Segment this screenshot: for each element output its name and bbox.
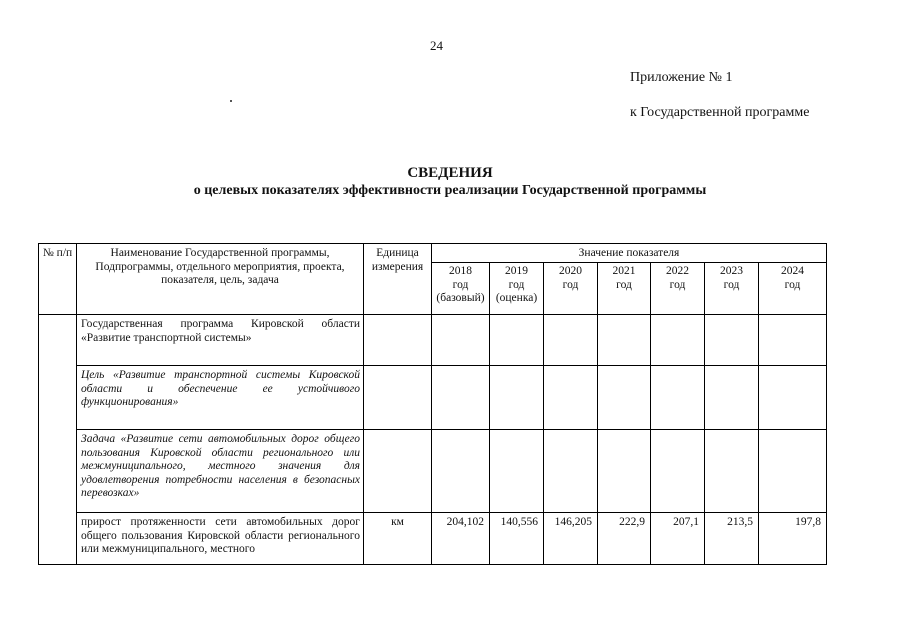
year-label: 2021 (612, 265, 636, 277)
row-unit (364, 315, 432, 366)
year-unit: год (669, 278, 686, 291)
value-cell (598, 430, 651, 513)
value-cell: 213,5 (705, 513, 759, 565)
value-cell (544, 430, 598, 513)
year-unit: год (723, 278, 740, 291)
table-row (39, 315, 827, 366)
value-cell (490, 366, 544, 430)
header-no: № п/п (39, 244, 77, 315)
year-header-2021 (598, 263, 651, 315)
value-cell (598, 366, 651, 430)
header-row-1 (39, 244, 827, 263)
value-cell: 207,1 (651, 513, 705, 565)
value-cell (651, 366, 705, 430)
year-label: 2023 (720, 265, 743, 277)
header-value: Значение показателя (432, 244, 827, 263)
value-cell (490, 315, 544, 366)
value-cell (651, 430, 705, 513)
row-unit (364, 366, 432, 430)
year-unit: год (562, 278, 579, 291)
document-heading (140, 164, 760, 200)
year-label: 2019 (505, 265, 528, 277)
value-cell: 204,102 (432, 513, 490, 565)
annex-title: Приложение № 1 (630, 70, 733, 85)
value-cell (544, 366, 598, 430)
year-unit: год (508, 278, 525, 291)
row-unit (364, 430, 432, 513)
year-header-2023 (705, 263, 759, 315)
value-cell (598, 315, 651, 366)
page-number: 24 (430, 38, 443, 53)
year-header-2020 (544, 263, 598, 315)
year-label: 2018 (449, 265, 472, 277)
row-number-cell (39, 315, 77, 565)
year-header-2024 (759, 263, 827, 315)
value-cell (490, 430, 544, 513)
table-row (39, 430, 827, 513)
header-name: Наименование Государственной программы, Подпрограммы, отдельного мероприятия, проекта, показателя, цель, задача (77, 244, 364, 315)
row-name-program: Государственная программа Кировской области «Развитие транспортной системы» (77, 315, 364, 366)
scan-speck (230, 100, 232, 102)
value-cell (432, 315, 490, 366)
year-header-2022 (651, 263, 705, 315)
value-cell (705, 366, 759, 430)
header-unit: Единица измерения (364, 244, 432, 315)
row-unit: км (364, 513, 432, 565)
year-label: 2022 (666, 265, 689, 277)
year-note: (базовый) (436, 292, 485, 304)
indicators-table (38, 243, 827, 565)
year-unit: год (452, 278, 469, 291)
year-header-2018 (432, 263, 490, 315)
value-cell: 197,8 (759, 513, 827, 565)
value-cell (759, 315, 827, 366)
table-row (39, 513, 827, 565)
value-cell: 146,205 (544, 513, 598, 565)
value-cell: 140,556 (490, 513, 544, 565)
heading-sub: о целевых показателях эффективности реализации Государственной программы (193, 183, 707, 198)
year-unit: год (784, 278, 801, 291)
year-header-2019 (490, 263, 544, 315)
year-label: 2024 (781, 265, 804, 277)
heading-main: СВЕДЕНИЯ (407, 165, 493, 181)
value-cell (759, 430, 827, 513)
value-cell (432, 366, 490, 430)
value-cell (544, 315, 598, 366)
value-cell: 222,9 (598, 513, 651, 565)
value-cell (651, 315, 705, 366)
value-cell (705, 315, 759, 366)
table-row (39, 366, 827, 430)
value-cell (759, 366, 827, 430)
row-name-indicator: прирост протяженности сети автомобильных дорог общего пользования Кировской области регионального или межмуниципального, местного (77, 513, 364, 565)
value-cell (705, 430, 759, 513)
row-name-goal: Цель «Развитие транспортной системы Кировской области и обеспечение ее устойчивого функционирования» (77, 366, 364, 430)
annex-subtitle: к Государственной программе (630, 105, 810, 120)
value-cell (432, 430, 490, 513)
year-unit: год (616, 278, 632, 291)
year-note: (оценка) (495, 292, 538, 304)
row-name-task: Задача «Развитие сети автомобильных дорог общего пользования Кировской области регионального или межмуниципального, местного значения для удовлетворения потребности населения в безопасных перевозках» (77, 430, 364, 513)
year-label: 2020 (559, 265, 582, 277)
